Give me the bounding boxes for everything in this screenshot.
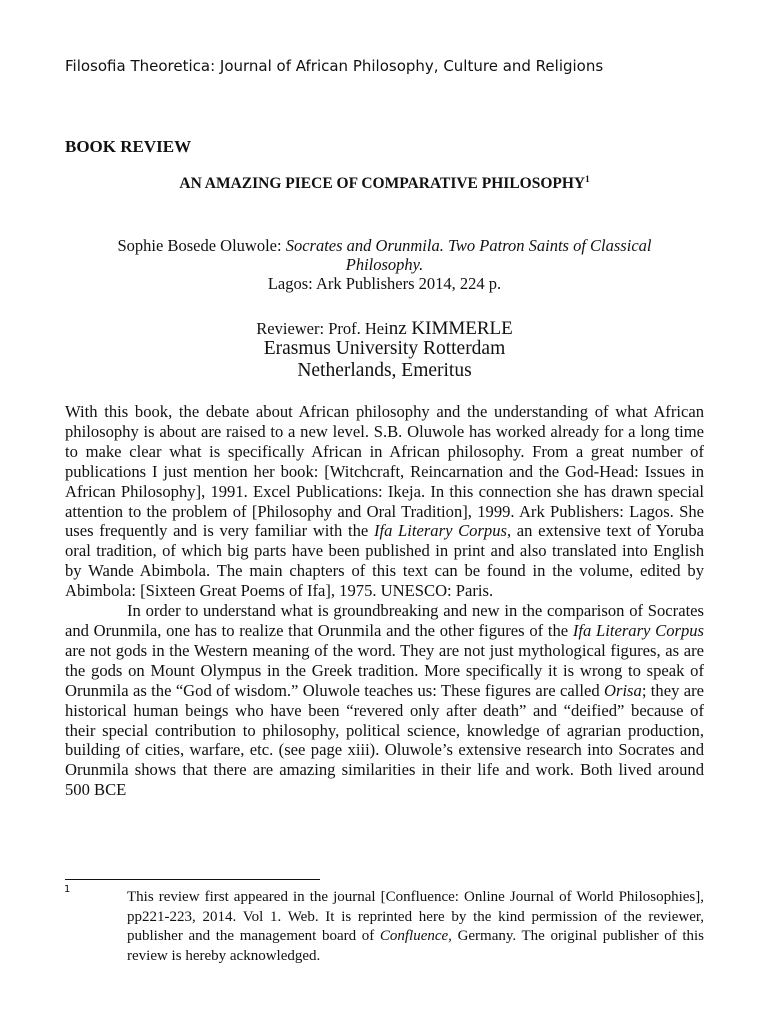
footnote-italic: Confluence, — [379, 928, 452, 944]
book-title-line1: Socrates and Orunmila. Two Patron Saints of Classical — [285, 236, 652, 255]
reviewer-country: Netherlands, Emeritus — [297, 360, 472, 381]
paragraph-2-text-a: In order to understand what is groundbreaking and new in the comparison of Socrates and Orunmila, one has to realize that Orunmila and the other figures of the — [65, 601, 704, 640]
paragraph-2-text-c: ; they are historical human beings who have been “revered only after death” and “deified” because of their special contribution to philosophy, political science, knowledge of agrarian production, building of cities, warfare, etc. (see page xiii). Oluwole’s extensive research into Socrates and Orunmila shows that there are amazing similarities in their life and work. Both lived around 500 BCE — [65, 680, 704, 800]
book-citation-line1 — [65, 236, 704, 255]
running-header: Filosofia Theoretica: Journal of African Philosophy, Culture and Religions — [65, 57, 604, 75]
paragraph-2-text-b: are not gods in the Western meaning of the word. They are not just mythological figures, as are the gods on Mount Olympus in the Greek tradition. More specifically it is wrong to speak of Orunmila as the “God of wisdom.” Oluwole teaches us: These figures are called — [65, 640, 704, 700]
article-body — [65, 402, 704, 800]
paragraph-1-text-b: , an extensive text of Yoruba oral tradition, of which big parts have been published in print and also translated into English by Wande Abimbola. The main chapters of this text can be found in the volume, edited by Abimbola: [Sixteen Great Poems of Ifa], 1975. UNESCO: Paris. — [65, 521, 704, 601]
footnote-text-b: Germany. The original publisher of this review is hereby acknowledged. — [127, 928, 704, 964]
paragraph-2 — [65, 601, 704, 800]
book-title-line2: Philosophy. — [345, 255, 424, 274]
article-title-text: AN AMAZING PIECE OF COMPARATIVE PHILOSOPHY — [179, 175, 586, 192]
footnote-reference: 1 — [585, 173, 590, 184]
article-title — [65, 175, 704, 193]
footnote-divider — [65, 879, 320, 880]
paragraph-1-italic: Ifa Literary Corpus — [373, 521, 507, 541]
book-citation-line2 — [65, 255, 704, 274]
reviewer-name-end: nz — [388, 318, 412, 339]
footnote-text — [127, 888, 704, 966]
paragraph-1-text-a: With this book, the debate about African philosophy and the understanding of what African philosophy is about are raised to a new level. S.B. Oluwole has worked already for a long time to make clear what is specifically African in African philosophy. From a great number of publications I just mention her book: [Witchcraft, Reincarnation and the God-Head: Issues in African Philosophy], 1991. Excel Publications: Ikeja. In this connection she has drawn special attention to the problem of [Philosophy and Oral Tradition], 1999. Ark Publishers: Lagos. She uses frequently and is very familiar with the — [65, 402, 704, 541]
book-citation — [65, 236, 704, 293]
reviewer-affiliation: Erasmus University Rotterdam — [263, 338, 506, 359]
paragraph-1 — [65, 402, 704, 601]
paragraph-2-italic-2: Orisa — [604, 680, 642, 700]
book-author: Sophie Bosede Oluwole: — [117, 236, 286, 255]
reviewer-surname: KIMMERLE — [411, 318, 513, 339]
footnote-text-a: This review first appeared in the journal [Confluence: Online Journal of World Philosophies], pp221-223, 2014. Vol 1. Web. It is reprinted here by the kind permission of the reviewer, publisher and the management board of — [127, 889, 704, 944]
footnote-mark: 1 — [64, 884, 71, 895]
paragraph-2-italic-1: Ifa Literary Corpus — [572, 620, 705, 640]
book-publisher: Lagos: Ark Publishers 2014, 224 p. — [267, 274, 502, 293]
reviewer-prefix: Reviewer: Prof. Hei — [256, 319, 389, 338]
section-label: BOOK REVIEW — [65, 137, 192, 156]
reviewer-line — [65, 318, 704, 340]
